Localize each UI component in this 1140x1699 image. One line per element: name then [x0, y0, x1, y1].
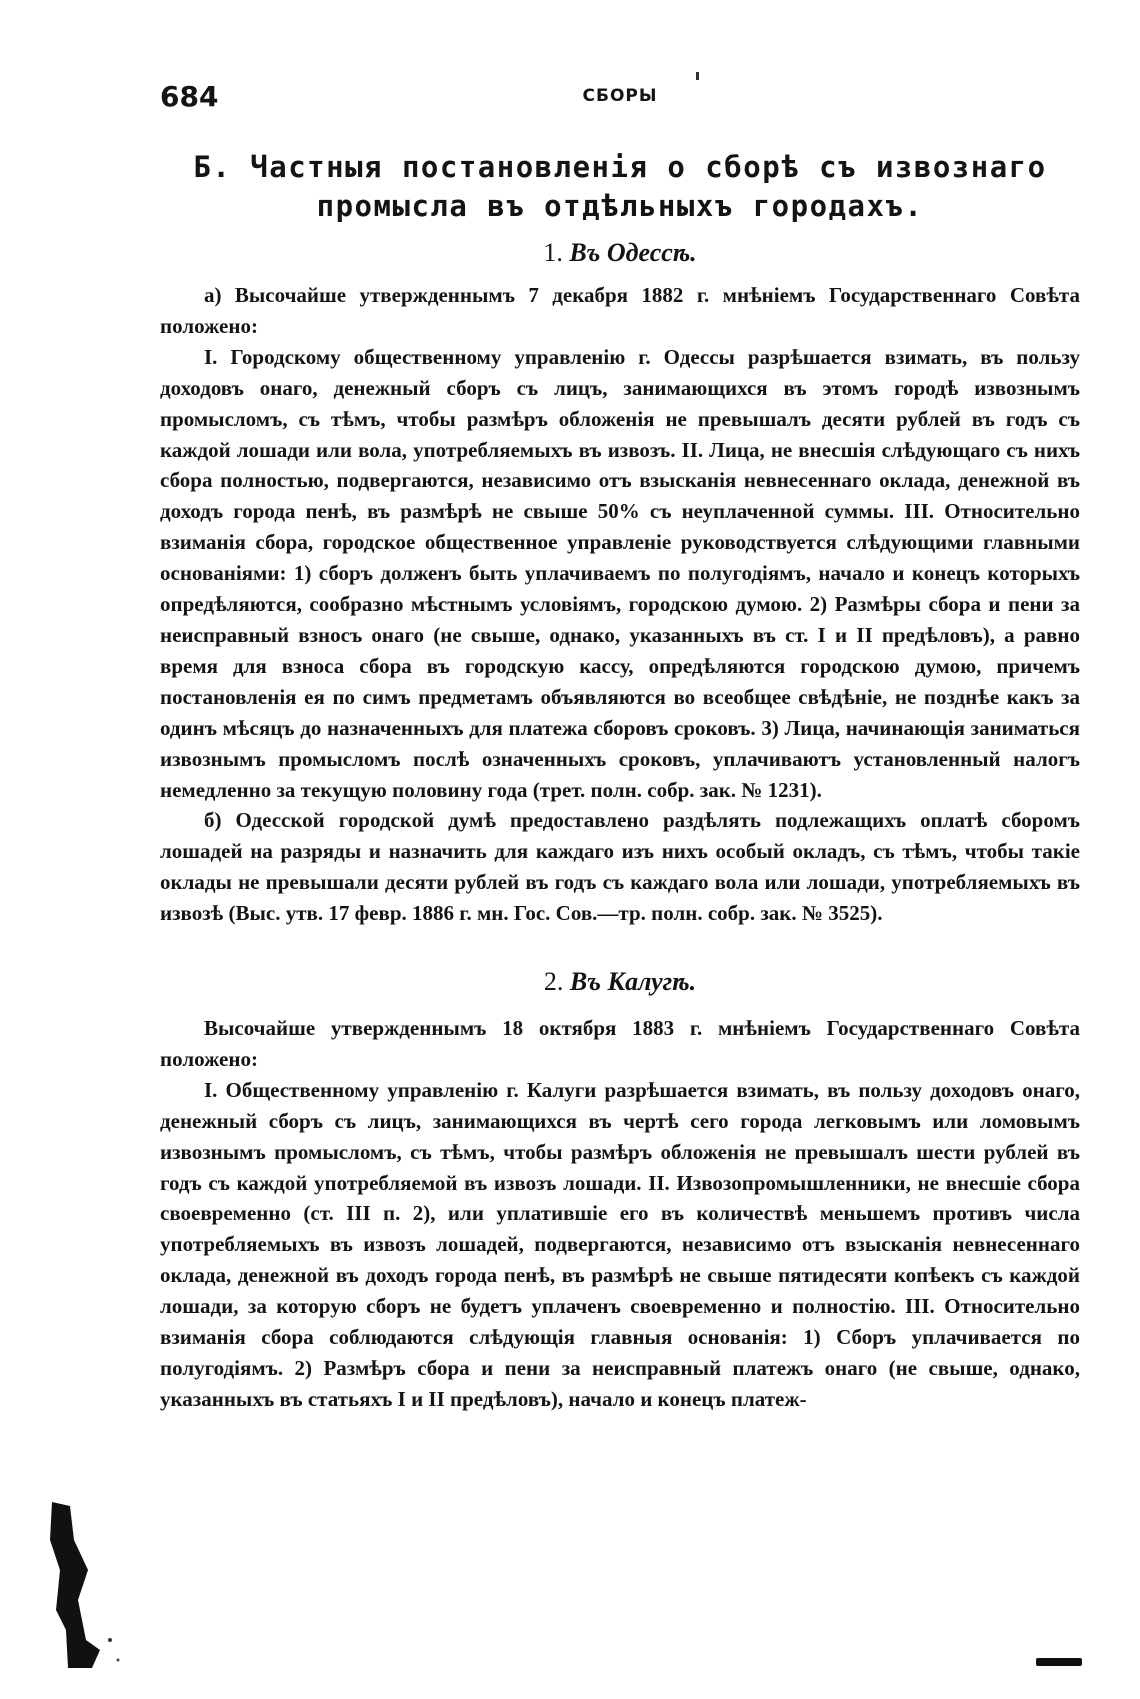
- running-title: СБОРЫ: [582, 86, 658, 106]
- page-number: 684: [160, 80, 219, 113]
- section-title: Б. Частныя постановленія о сборѣ съ извознаго промысла въ отдѣльныхъ городахъ.: [193, 150, 1047, 223]
- paragraph: б) Одесской городской думѣ предоставлено раздѣлять подлежащихъ оплатѣ сборомъ лошадей на разряды и назначить для каждаго изъ нихъ особый окладъ, съ тѣмъ, чтобы такіе оклады не превышали десяти рублей въ годъ съ каждаго вола или лошади, употребляемыхъ въ извозѣ (Выс. утв. 17 февр. 1886 г. мн. Гос. Сов.—тр. полн. собр. зак. № 3525).: [160, 808, 1080, 926]
- paragraph: I. Городскому общественному управленію г. Одессы разрѣшается взимать, въ пользу доходовъ онаго, денежный сборъ съ лицъ, занимающихся въ этомъ городѣ извознымъ промысломъ, съ тѣмъ, чтобы размѣръ обложенія не превышалъ десяти рублей въ годъ съ каждой лошади или вола, употребляемыхъ въ извозъ. II. Лица, не внесшія слѣдующаго съ нихъ сбора полностью, подвергаются, независимо отъ взысканія невнесеннаго оклада, денежной въ доходъ города пенѣ, въ размѣрѣ не свыше 50% съ неуплаченной суммы. III. Относительно взиманія сбора, городское общественное управленіе руководствуется слѣдующими главными основаніями: 1) сборъ долженъ быть уплачиваемъ по полугодіямъ, начало и конецъ которыхъ опредѣляются, сообразно мѣстнымъ условіямъ, городскою думою. 2) Размѣры сбора и пени за неисправный взносъ онаго (не свыше, однако, указанныхъ въ ст. I и II предѣловъ), а равно время для взноса сбора въ городскую кассу, опредѣляются городскою думою, причемъ постановленія ея по симъ предметамъ объявляются во всеобщее свѣдѣніе, не позднѣе какъ за одинъ мѣсяцъ до назначенныхъ для платежа сборовъ сроковъ. 3) Лица, начинающія заниматься извознымъ промысломъ послѣ означенныхъ сроковъ, уплачиваютъ установленный налогъ немедленно за текущую половину года (трет. полн. собр. зак. № 1231).: [160, 344, 1080, 802]
- paragraph: Высочайше утвержденнымъ 18 октября 1883 г. мнѣніемъ Государственнаго Совѣта положено:: [160, 1016, 1080, 1071]
- scan-artifact: [48, 1500, 128, 1670]
- subheading-place: Въ Калугѣ.: [569, 967, 697, 997]
- subheading-kaluga: [160, 965, 1080, 999]
- scan-artifact-dash: [1036, 1658, 1082, 1666]
- subheading-number: 2.: [543, 967, 564, 997]
- paragraph: I. Общественному управленію г. Калуги разрѣшается взимать, въ пользу доходовъ онаго, денежный сборъ съ лицъ, занимающихся въ чертѣ сего города легковымъ или ломовымъ извознымъ промысломъ, съ тѣмъ, чтобы размѣръ обложенія не превышалъ шести рублей въ годъ съ каждой употребляемой въ извозъ лошади. II. Извозопромышленники, не внесшіе сбора своевременно (ст. III п. 2), или уплатившіе его въ количествѣ меньшемъ противъ числа употребляемыхъ въ извозъ лошадей, подвергаются, независимо отъ взысканія невнесеннаго оклада, денежной въ доходъ города пенѣ, въ размѣрѣ не свыше пятидесяти копѣекъ съ каждой лошади, за которую сборъ не будетъ уплаченъ своевременно и полностію. III. Относительно взиманія сбора соблюдаются слѣдующія главныя основанія: 1) Сборъ уплачивается по полугодіямъ. 2) Размѣръ сбора и пени за неисправный платежъ онаго (не свыше, однако, указанныхъ въ статьяхъ I и II предѣловъ), начало и конецъ платеж-: [160, 1077, 1080, 1411]
- subheading-number: 1.: [543, 238, 563, 267]
- text-column: [160, 148, 1080, 1415]
- print-speck: [696, 72, 699, 80]
- paragraph: а) Высочайше утвержденнымъ 7 декабря 1882 г. мнѣніемъ Государственнаго Совѣта положено:: [160, 283, 1080, 338]
- subheading-odessa: [160, 236, 1080, 270]
- page-header: [160, 80, 1080, 120]
- subheading-place: Въ Одессѣ.: [569, 238, 697, 267]
